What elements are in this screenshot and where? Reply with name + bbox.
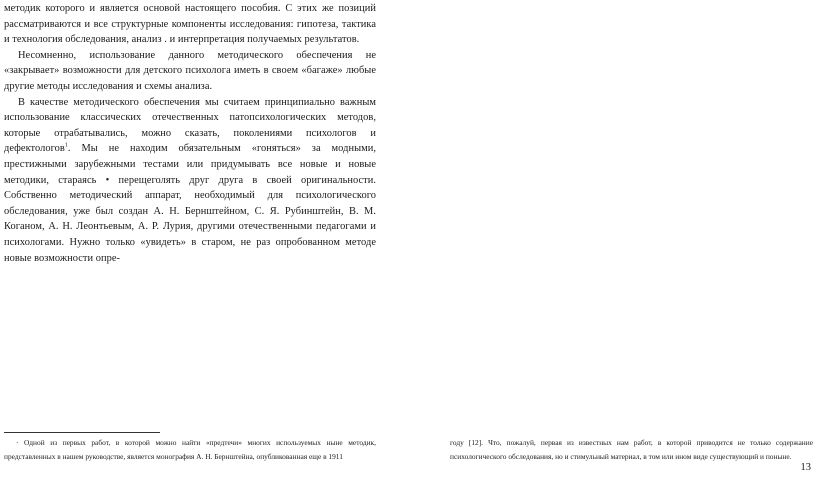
main-text-column [4, 1, 376, 266]
paragraph-2: Несомненно, использование данного методического обеспечения не «закрывает» возможности для детского психолога иметь в своем «багаже» любые другие методы исследования и схемы анализа. [4, 49, 376, 92]
footnote-separator [4, 432, 160, 433]
footnote-text-right: году [12]. Что, пожалуй, первая из известных нам работ, в которой приводится не только содержание психологического обследования, но и стимульный материал, в том или ином виде существующий и поныне. [450, 438, 813, 461]
footnote-reference[interactable]: 1 [64, 142, 68, 149]
paragraph-1: методик которого и является основой настоящего пособия. С этих же позиций рассматриваются и все структурные компоненты исследования: гипотеза, тактика и технология обследования, анализ . и интерпретация получаемых результатов. [4, 3, 376, 46]
paragraph-3-part-1: В качестве методического обеспечения мы считаем принципиально важным использование классических отечественных патопсихологических методов, которые отрабатывались, можно сказать, поколениями психологов и дефектологов [4, 96, 376, 155]
paragraph-3 [4, 95, 376, 267]
footnote-text-left: · Одной из первых работ, в которой можно найти «предтечи» многих используемых ныне методик, представленных в нашем руководстве, является монография А. Н. Бернштейна, опубликованная еще в 1911 [4, 438, 376, 461]
paragraph-3-part-2: . Мы не находим обязательным «гоняться» за модными, престижными зарубежными тестами или придумывать все новые и новые методики, стараясь • перещеголять друг друга в своей оригинальности. Собственно методический аппарат, необходимый для психологического обследования, уже был создан А. Н. Бернштейном, С. Я. Рубинштейн, В. М. Коганом, А. Н. Леонтьевым, А. Р. Лурия, другими отечественными педагогами и психологами. Нужно только «увидеть» в старом, не раз опробованном методе новые возможности опре- [4, 143, 376, 264]
page-number: 13 [800, 462, 811, 473]
